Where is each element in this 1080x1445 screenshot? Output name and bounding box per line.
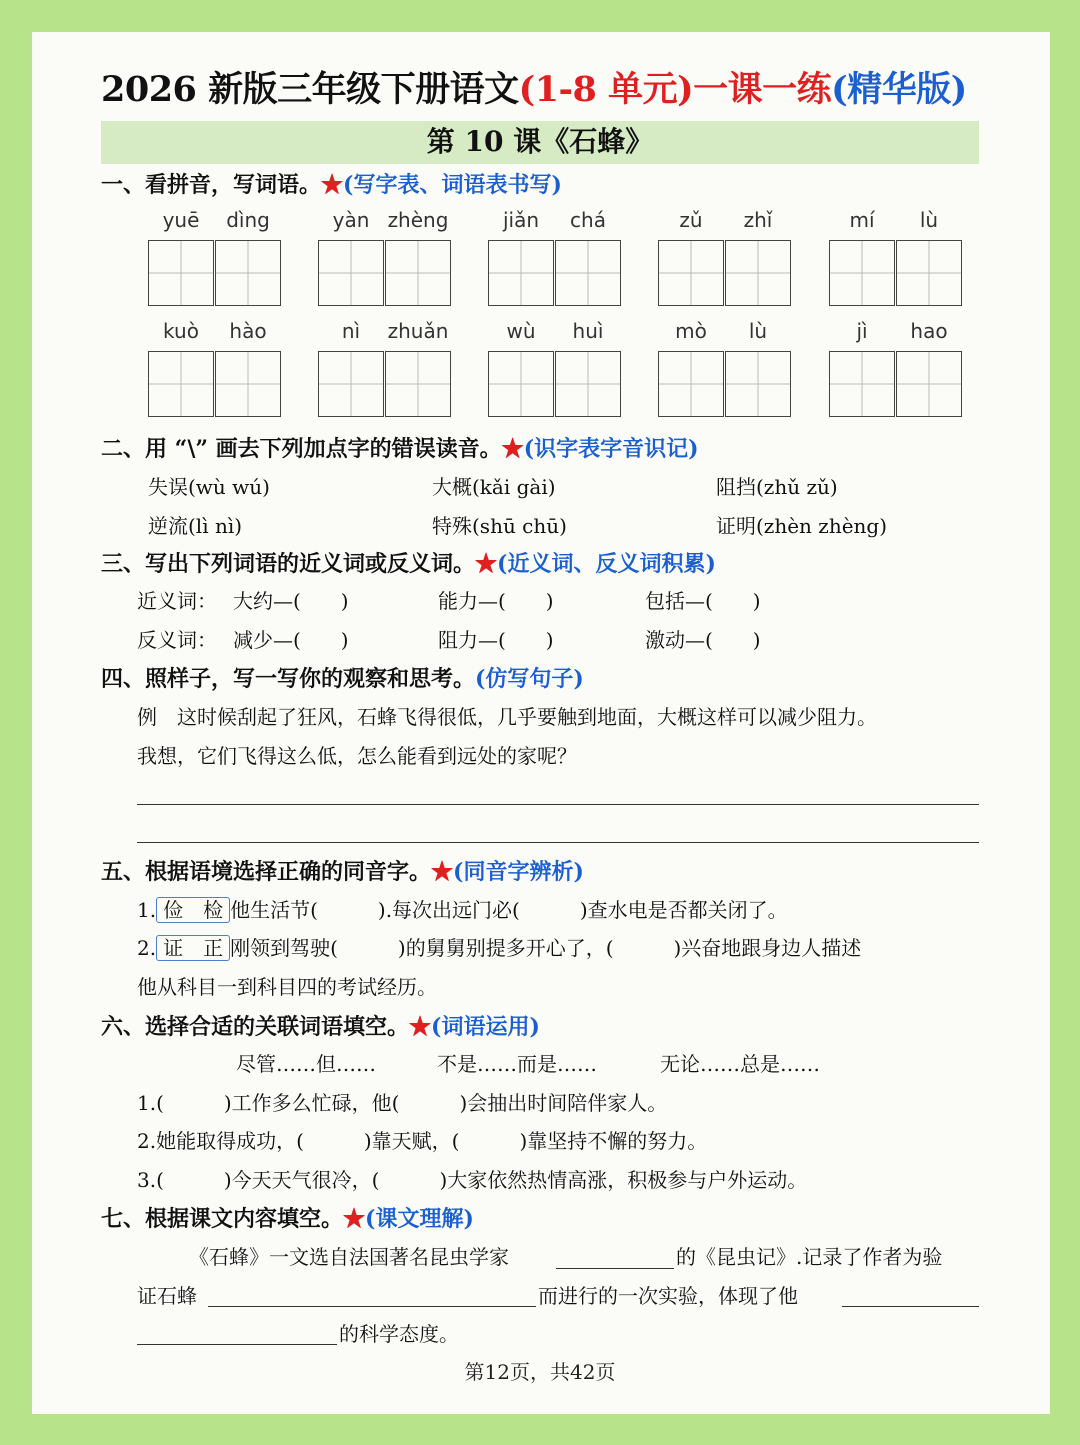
writing-grid-cell[interactable] <box>896 351 962 417</box>
pinyin-label: zǔ <box>679 208 703 232</box>
antonym-2: 阻力—( ) <box>438 628 554 652</box>
writing-grid-cell[interactable] <box>658 351 724 417</box>
pinyin-label: chá <box>570 208 606 232</box>
synonym-1: 大约—( ) <box>233 589 349 613</box>
blank-attitude-1[interactable] <box>842 1306 979 1307</box>
s5-question-2-continued: 他从科目一到科目四的考试经历。 <box>137 975 437 999</box>
conjunction-option-1: 尽管……但…… <box>236 1052 376 1076</box>
synonym-label: 近义词： <box>137 589 217 613</box>
pinyin-label: kuò <box>163 319 199 343</box>
pinyin-label: zhèng <box>387 208 449 232</box>
s2-item-2: 大概(kǎi gài) <box>432 475 556 499</box>
s6-question-1: 1.( )工作多么忙碌，他( )会抽出时间陪伴家人。 <box>137 1091 668 1115</box>
writing-grid-cell[interactable] <box>148 351 214 417</box>
section-6-heading: 六、选择合适的关联词语填空。★(词语运用) <box>101 1014 540 1040</box>
writing-grid-cell[interactable] <box>488 240 554 306</box>
writing-grid-cell[interactable] <box>555 351 621 417</box>
section-7-heading: 七、根据课文内容填空。★(课文理解) <box>101 1206 474 1232</box>
s2-item-5: 特殊(shū chū) <box>432 514 567 538</box>
writing-grid-cell[interactable] <box>658 240 724 306</box>
s2-item-4: 逆流(lì nì) <box>148 514 243 538</box>
writing-grid-cell[interactable] <box>318 240 384 306</box>
page-title: 2026 新版三年级下册语文(1-8 单元)一课一练(精华版) <box>101 69 967 110</box>
example-sentence-2: 我想，它们飞得这么低，怎么能看到远处的家呢？ <box>137 744 577 768</box>
page-number: 第12页，共42页 <box>464 1360 616 1384</box>
synonym-2: 能力—( ) <box>438 589 554 613</box>
lesson-title: 第 10 课《石蜂》 <box>101 121 979 164</box>
antonym-3: 激动—( ) <box>645 628 761 652</box>
writing-grid-cell[interactable] <box>488 351 554 417</box>
answer-line-1[interactable] <box>137 804 979 805</box>
homophone-box-2: 证 正 <box>156 935 230 961</box>
s7-line-3: 的科学态度。 <box>339 1322 459 1346</box>
homophone-box-1: 俭 检 <box>156 897 230 923</box>
s7-line-1b: 的《昆虫记》.记录了作者为验 <box>676 1245 943 1269</box>
writing-grid-cell[interactable] <box>725 240 791 306</box>
writing-grid-cell[interactable] <box>725 351 791 417</box>
writing-grid-cell[interactable] <box>385 240 451 306</box>
section-1-heading: 一、看拼音，写词语。★(写字表、词语表书写) <box>101 172 562 198</box>
pinyin-label: zhǐ <box>743 208 773 232</box>
s5-question-1: 1. 俭 检 他生活节( ).每次出远门必( )查水电是否都关闭了。 <box>137 898 788 922</box>
conjunction-option-3: 无论……总是…… <box>660 1052 820 1076</box>
writing-grid-cell[interactable] <box>829 351 895 417</box>
conjunction-option-2: 不是……而是…… <box>437 1052 597 1076</box>
pinyin-label: zhuǎn <box>387 319 449 343</box>
s7-line-2b: 而进行的一次实验，体现了他 <box>538 1284 798 1308</box>
section-5-heading: 五、根据语境选择正确的同音字。★(同音字辨析) <box>101 859 584 885</box>
pinyin-label: dìng <box>226 208 270 232</box>
pinyin-label: hào <box>229 319 267 343</box>
writing-grid-cell[interactable] <box>896 240 962 306</box>
pinyin-label: mò <box>675 319 707 343</box>
pinyin-label: wù <box>506 319 536 343</box>
pinyin-label: jiǎn <box>502 208 540 232</box>
pinyin-label: jì <box>856 319 868 343</box>
s2-item-6: 证明(zhèn zhèng) <box>716 514 888 538</box>
pinyin-label: mí <box>849 208 875 232</box>
pinyin-label: lù <box>748 319 768 343</box>
synonym-3: 包括—( ) <box>645 589 761 613</box>
blank-verify[interactable] <box>208 1306 536 1307</box>
section-2-heading: 二、用 “\” 画去下列加点字的错误读音。★(识字表字音识记) <box>101 436 699 462</box>
s6-question-2: 2.她能取得成功，( )靠天赋，( )靠坚持不懈的努力。 <box>137 1129 708 1153</box>
antonym-1: 减少—( ) <box>233 628 349 652</box>
blank-author[interactable] <box>556 1268 674 1269</box>
s2-item-1: 失误(wù wú) <box>148 475 270 499</box>
s5-question-2: 2. 证 正 刚领到驾驶( )的舅舅别提多开心了，( )兴奋地跟身边人描述 <box>137 936 862 960</box>
example-sentence-1: 例 这时候刮起了狂风，石蜂飞得很低，几乎要触到地面，大概这样可以减少阻力。 <box>137 705 877 729</box>
pinyin-label: yuē <box>162 208 200 232</box>
writing-grid-cell[interactable] <box>829 240 895 306</box>
s6-question-3: 3.( )今天天气很冷，( )大家依然热情高涨，积极参与户外运动。 <box>137 1168 808 1192</box>
s2-item-3: 阻挡(zhǔ zǔ) <box>716 475 838 499</box>
pinyin-label: huì <box>572 319 604 343</box>
writing-grid-cell[interactable] <box>555 240 621 306</box>
section-4-heading: 四、照样子，写一写你的观察和思考。(仿写句子) <box>101 666 584 692</box>
antonym-label: 反义词： <box>137 628 217 652</box>
writing-grid-cell[interactable] <box>215 351 281 417</box>
blank-attitude-2[interactable] <box>137 1344 337 1345</box>
writing-grid-cell[interactable] <box>148 240 214 306</box>
pinyin-label: lù <box>919 208 939 232</box>
writing-grid-cell[interactable] <box>385 351 451 417</box>
pinyin-label: nì <box>341 319 361 343</box>
answer-line-2[interactable] <box>137 842 979 843</box>
s7-line-2a: 证石蜂 <box>137 1284 197 1308</box>
s7-line-1a: 《石蜂》一文选自法国著名昆虫学家 <box>189 1245 509 1269</box>
writing-grid-cell[interactable] <box>215 240 281 306</box>
writing-grid-cell[interactable] <box>318 351 384 417</box>
pinyin-label: yàn <box>332 208 370 232</box>
section-3-heading: 三、写出下列词语的近义词或反义词。★(近义词、反义词积累) <box>101 551 716 577</box>
pinyin-label: hao <box>910 319 948 343</box>
